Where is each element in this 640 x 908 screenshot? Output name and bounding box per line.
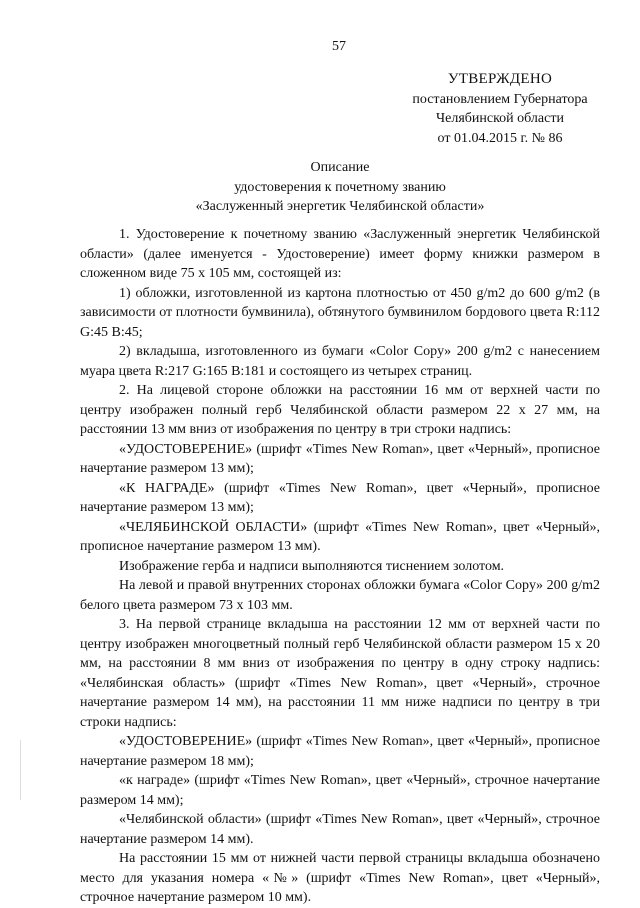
paragraph-13: «Челябинской области» (шрифт «Times New Roman», цвет «Черный», строчное начертание размером 14 мм). [80, 812, 600, 847]
approval-block [400, 70, 600, 148]
document-body [80, 225, 600, 908]
paragraph-5: «УДОСТОВЕРЕНИЕ» (шрифт «Times New Roman», цвет «Черный», прописное начертание размером 13 мм); [80, 441, 600, 476]
heading-line-2: удостоверения к почетному званию [234, 179, 446, 195]
approval-line-1: постановлением Губернатора [412, 91, 588, 107]
paragraph-4: 2. На лицевой стороне обложки на расстоянии 16 мм от верхней части по центру изображен полный герб Челябинской области размером 22 x 27 мм, на расстоянии 13 мм вниз от изображения по центру в три строки надпись: [80, 383, 600, 437]
heading-line-3: «Заслуженный энергетик Челябинской области» [195, 199, 485, 214]
paragraph-3: 2) вкладыша, изготовленного из бумаги «Color Copy» 200 g/m2 с нанесением муара цвета R:217 G:165 B:181 и состоящего из четырех страниц. [80, 344, 600, 379]
paragraph-10: 3. На первой странице вкладыша на расстоянии 12 мм от верхней части по центру изображен многоцветный полный герб Челябинской области размером 15 x 20 мм, на расстоянии 8 мм вниз от изображения по центру в одну строку надпись: «Челябинская область» (шрифт «Times New Roman», цвет «Черный», строчное начертание размером 14 мм), на расстоянии 11 мм ниже надписи по центру в три строки надпись: [80, 617, 600, 730]
page-number: 57 [332, 39, 346, 54]
approval-line-3: от 01.04.2015 г. № 86 [437, 130, 563, 146]
paragraph-6: «К НАГРАДЕ» (шрифт «Times New Roman», цвет «Черный», прописное начертание размером 13 мм); [80, 480, 600, 515]
approval-line-2: Челябинской области [436, 111, 564, 126]
paragraph-9: На левой и правой внутренних сторонах обложки бумага «Color Copy» 200 g/m2 белого цвета размером 73 x 103 мм. [80, 578, 600, 613]
document-heading [150, 158, 530, 217]
heading-line-1: Описание [310, 160, 370, 175]
approval-title: УТВЕРЖДЕНО [447, 71, 553, 87]
paragraph-7: «ЧЕЛЯБИНСКОЙ ОБЛАСТИ» (шрифт «Times New Roman», цвет «Черный», прописное начертание размером 13 мм). [80, 519, 600, 554]
paragraph-14: На расстоянии 15 мм от нижней части первой страницы вкладыша обозначено место для указания номера «№» (шрифт «Times New Roman», цвет «Черный», строчное начертание размером 10 мм). [80, 851, 600, 905]
paragraph-11: «УДОСТОВЕРЕНИЕ» (шрифт «Times New Roman», цвет «Черный», прописное начертание размером 18 мм); [80, 734, 600, 769]
paragraph-8: Изображение герба и надписи выполняются тиснением золотом. [119, 558, 505, 574]
paragraph-2: 1) обложки, изготовленной из картона плотностью от 450 g/m2 до 600 g/m2 (в зависимости от плотности бумвинила), обтянутого бумвинилом бордового цвета R:112 G:45 B:45; [80, 285, 600, 340]
scan-edge-mark [20, 740, 21, 800]
paragraph-1: 1. Удостоверение к почетному званию «Заслуженный энергетик Челябинской области» (далее именуется - Удостоверение) имеет форму книжки размером в сложенном виде 75 x 105 мм, состоящей из: [80, 227, 600, 281]
paragraph-12: «к награде» (шрифт «Times New Roman», цвет «Черный», строчное начертание размером 14 мм); [80, 773, 600, 808]
